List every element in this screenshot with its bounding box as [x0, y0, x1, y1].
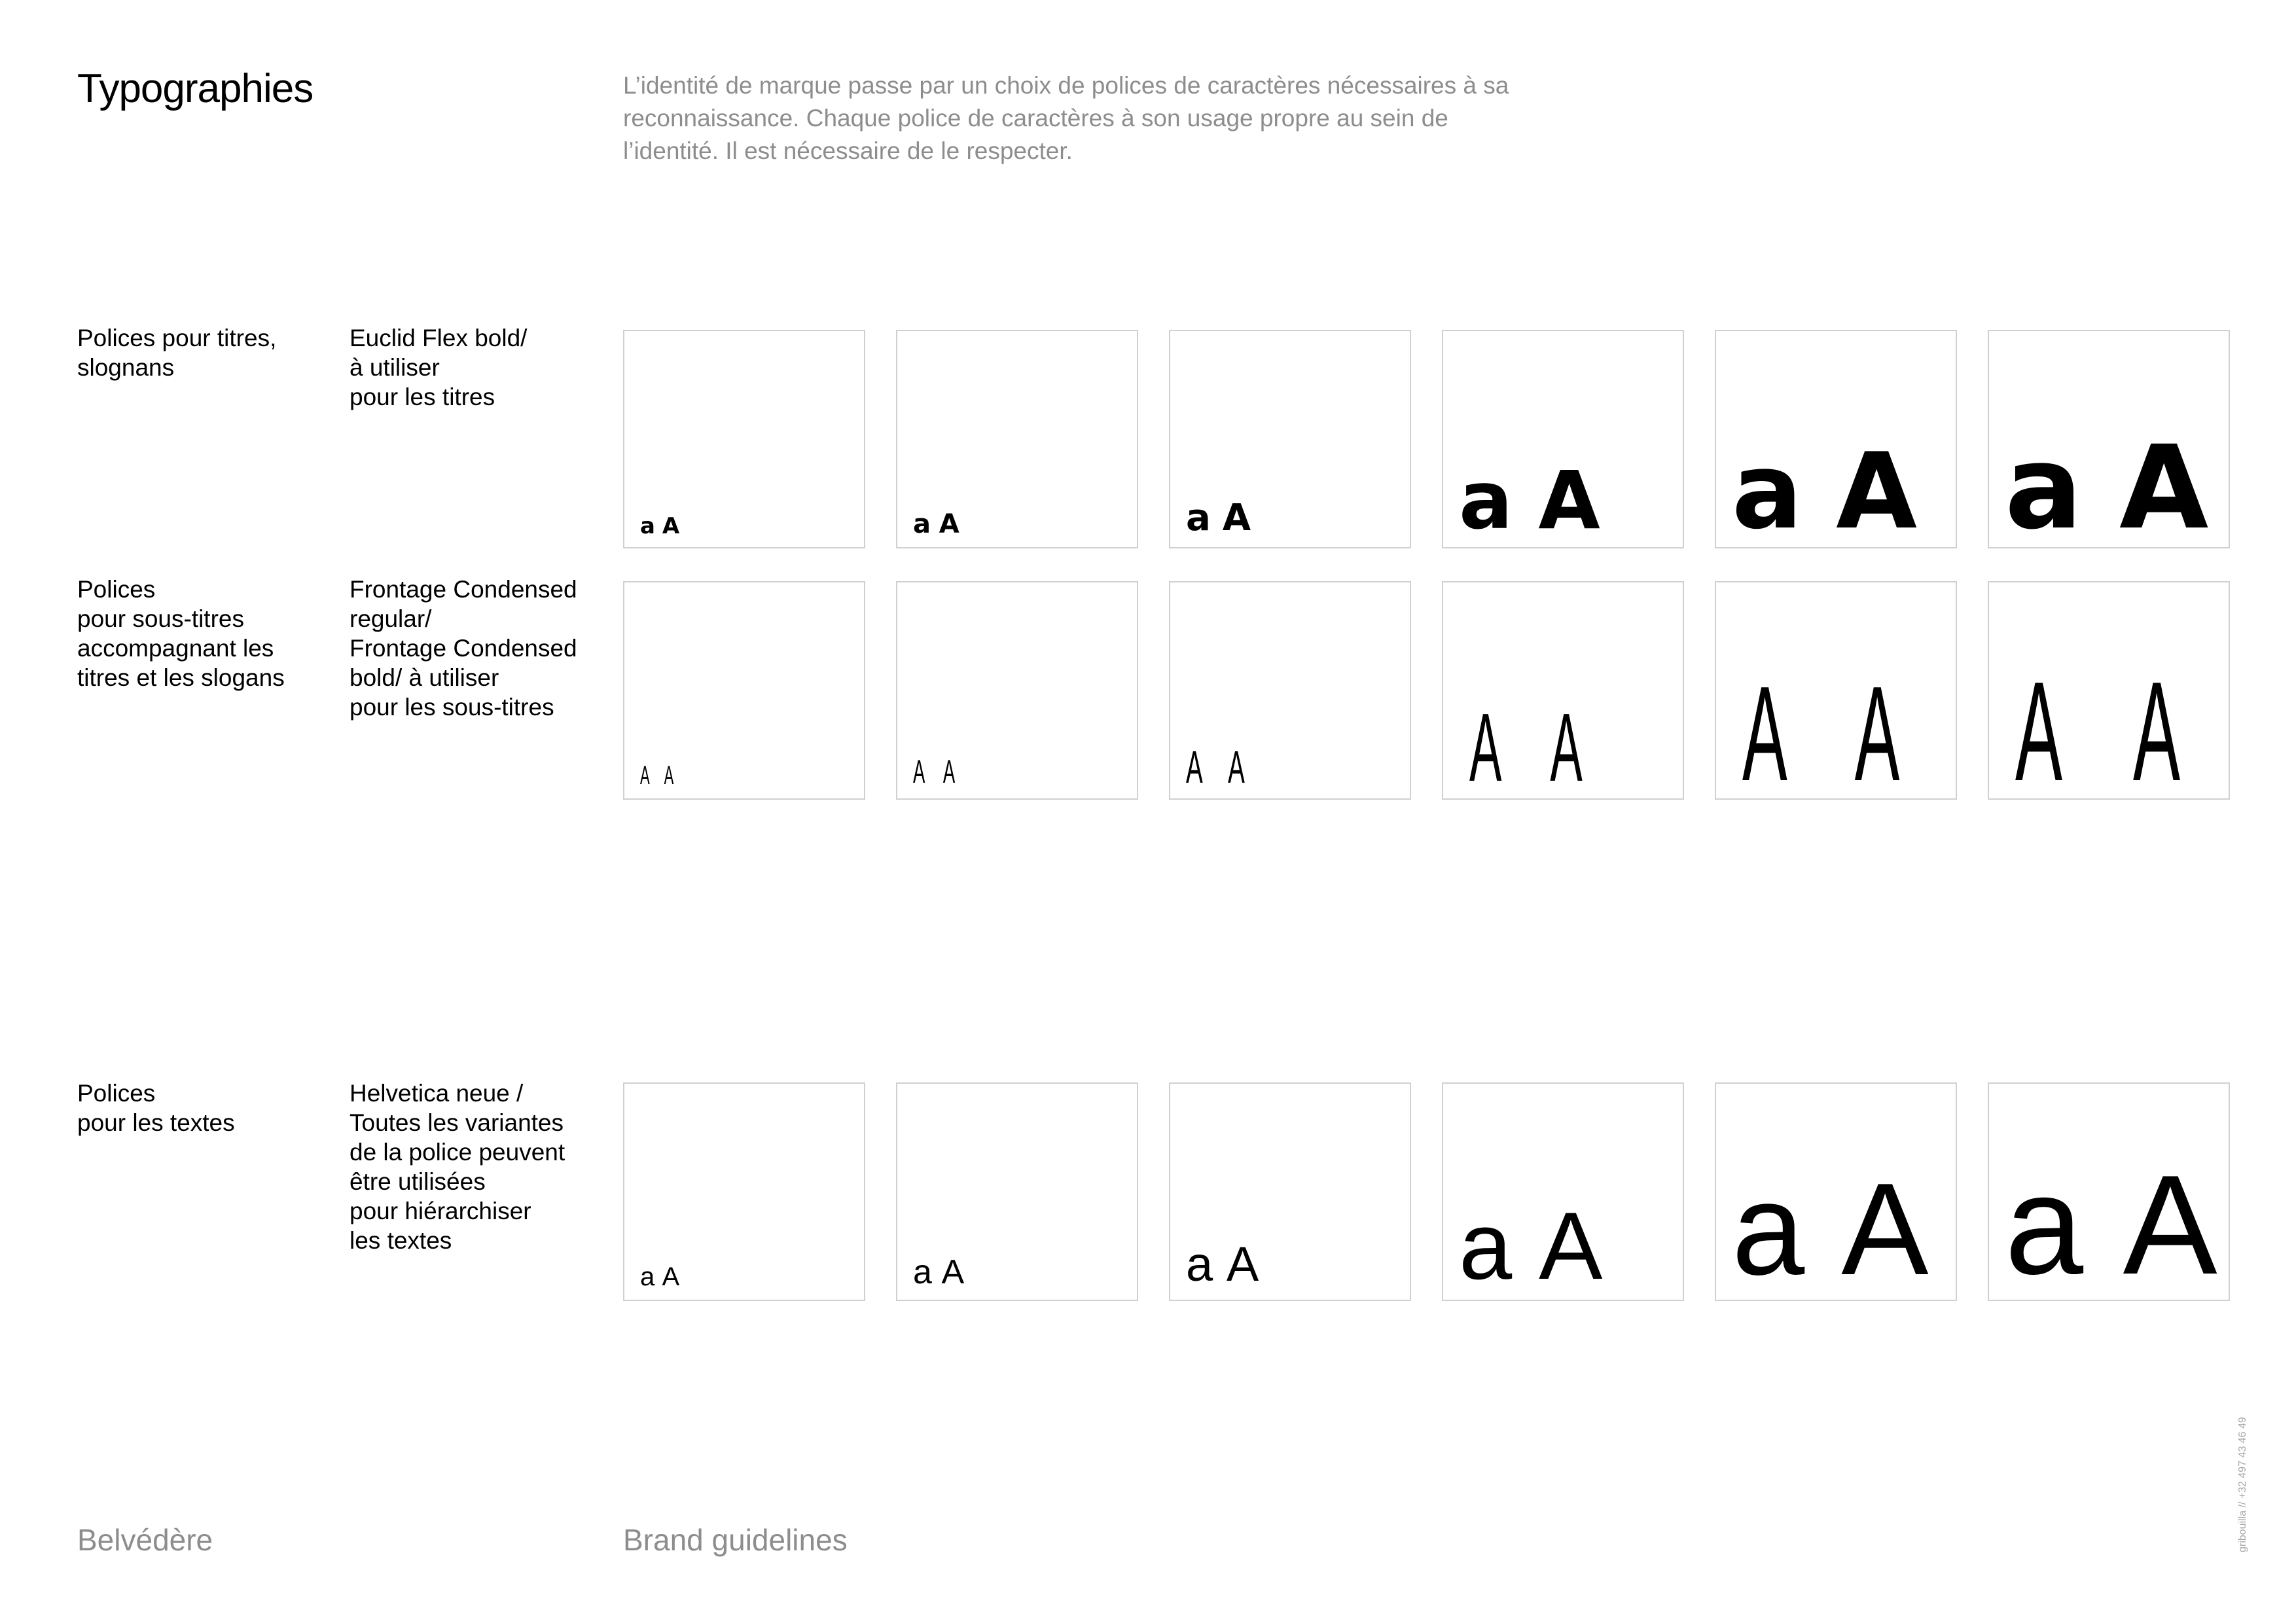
glyph-sample: a A	[1459, 1192, 1603, 1299]
glyph-sample: A A	[1469, 694, 1583, 800]
glyph-sample: A A	[913, 753, 956, 790]
row-2-category: Polices pour sous-titres accompagnant les titres et les slogans	[77, 576, 285, 691]
sample-box	[896, 1082, 1138, 1301]
sample-box	[1169, 1082, 1411, 1301]
row-3-category: Polices pour les textes	[77, 1080, 235, 1136]
glyph-sample: a A	[2005, 1145, 2217, 1301]
intro-paragraph: L’identité de marque passe par un choix de polices de caractères nécessaires à sa reconnaissance. Chaque police de caractères à son usage propre au sein de l’identité. Il est nécessaire de le respecter.	[623, 72, 1509, 164]
sample-box	[1988, 1082, 2230, 1301]
sample-box	[896, 330, 1138, 548]
glyph-sample: a A	[1732, 430, 1917, 548]
glyph-sample: a A	[1186, 1237, 1259, 1291]
side-contact-note: gribouilla // +32 497 43 46 49	[2237, 1417, 2248, 1552]
sample-box	[1988, 330, 2230, 548]
footer-brand: Belvédère	[77, 1523, 213, 1557]
row-1-font-description: Euclid Flex bold/ à utiliser pour les titres	[350, 325, 528, 410]
glyph-sample: a A	[1732, 1156, 1929, 1301]
footer-document-title: Brand guidelines	[623, 1523, 848, 1557]
sample-box	[623, 1082, 865, 1301]
sample-box	[896, 581, 1138, 800]
glyph-sample: A A	[1186, 741, 1245, 793]
sample-box	[1442, 1082, 1684, 1301]
sample-box	[1988, 581, 2230, 800]
sample-box	[623, 330, 865, 548]
row-2-font-description: Frontage Condensed regular/ Frontage Condensed bold/ à utiliser pour les sous-titres	[350, 576, 577, 721]
sample-box	[1715, 1082, 1957, 1301]
glyph-sample: a A	[640, 513, 680, 539]
page-title: Typographies	[77, 66, 314, 111]
sample-box	[623, 581, 865, 800]
glyph-sample: a A	[1459, 454, 1600, 547]
sample-box	[1442, 581, 1684, 800]
sample-box	[1715, 581, 1957, 800]
glyph-sample: a A	[640, 1262, 680, 1291]
glyph-sample: A A	[640, 761, 674, 790]
glyph-sample: a A	[1186, 497, 1251, 539]
sample-box	[1442, 330, 1684, 548]
glyph-sample: A A	[2015, 652, 2181, 800]
glyph-sample: a A	[913, 509, 960, 539]
row-3-font-description: Helvetica neue / Toutes les variantes de la police peuvent être utilisées pour hiérarchiser les textes	[350, 1080, 565, 1254]
glyph-sample: a A	[913, 1253, 965, 1291]
glyph-sample: a A	[2005, 421, 2209, 548]
sample-box	[1169, 581, 1411, 800]
row-1-category: Polices pour titres, slognans	[77, 325, 277, 381]
glyph-sample: A A	[1742, 658, 1900, 800]
sample-box	[1169, 330, 1411, 548]
sample-box	[1715, 330, 1957, 548]
